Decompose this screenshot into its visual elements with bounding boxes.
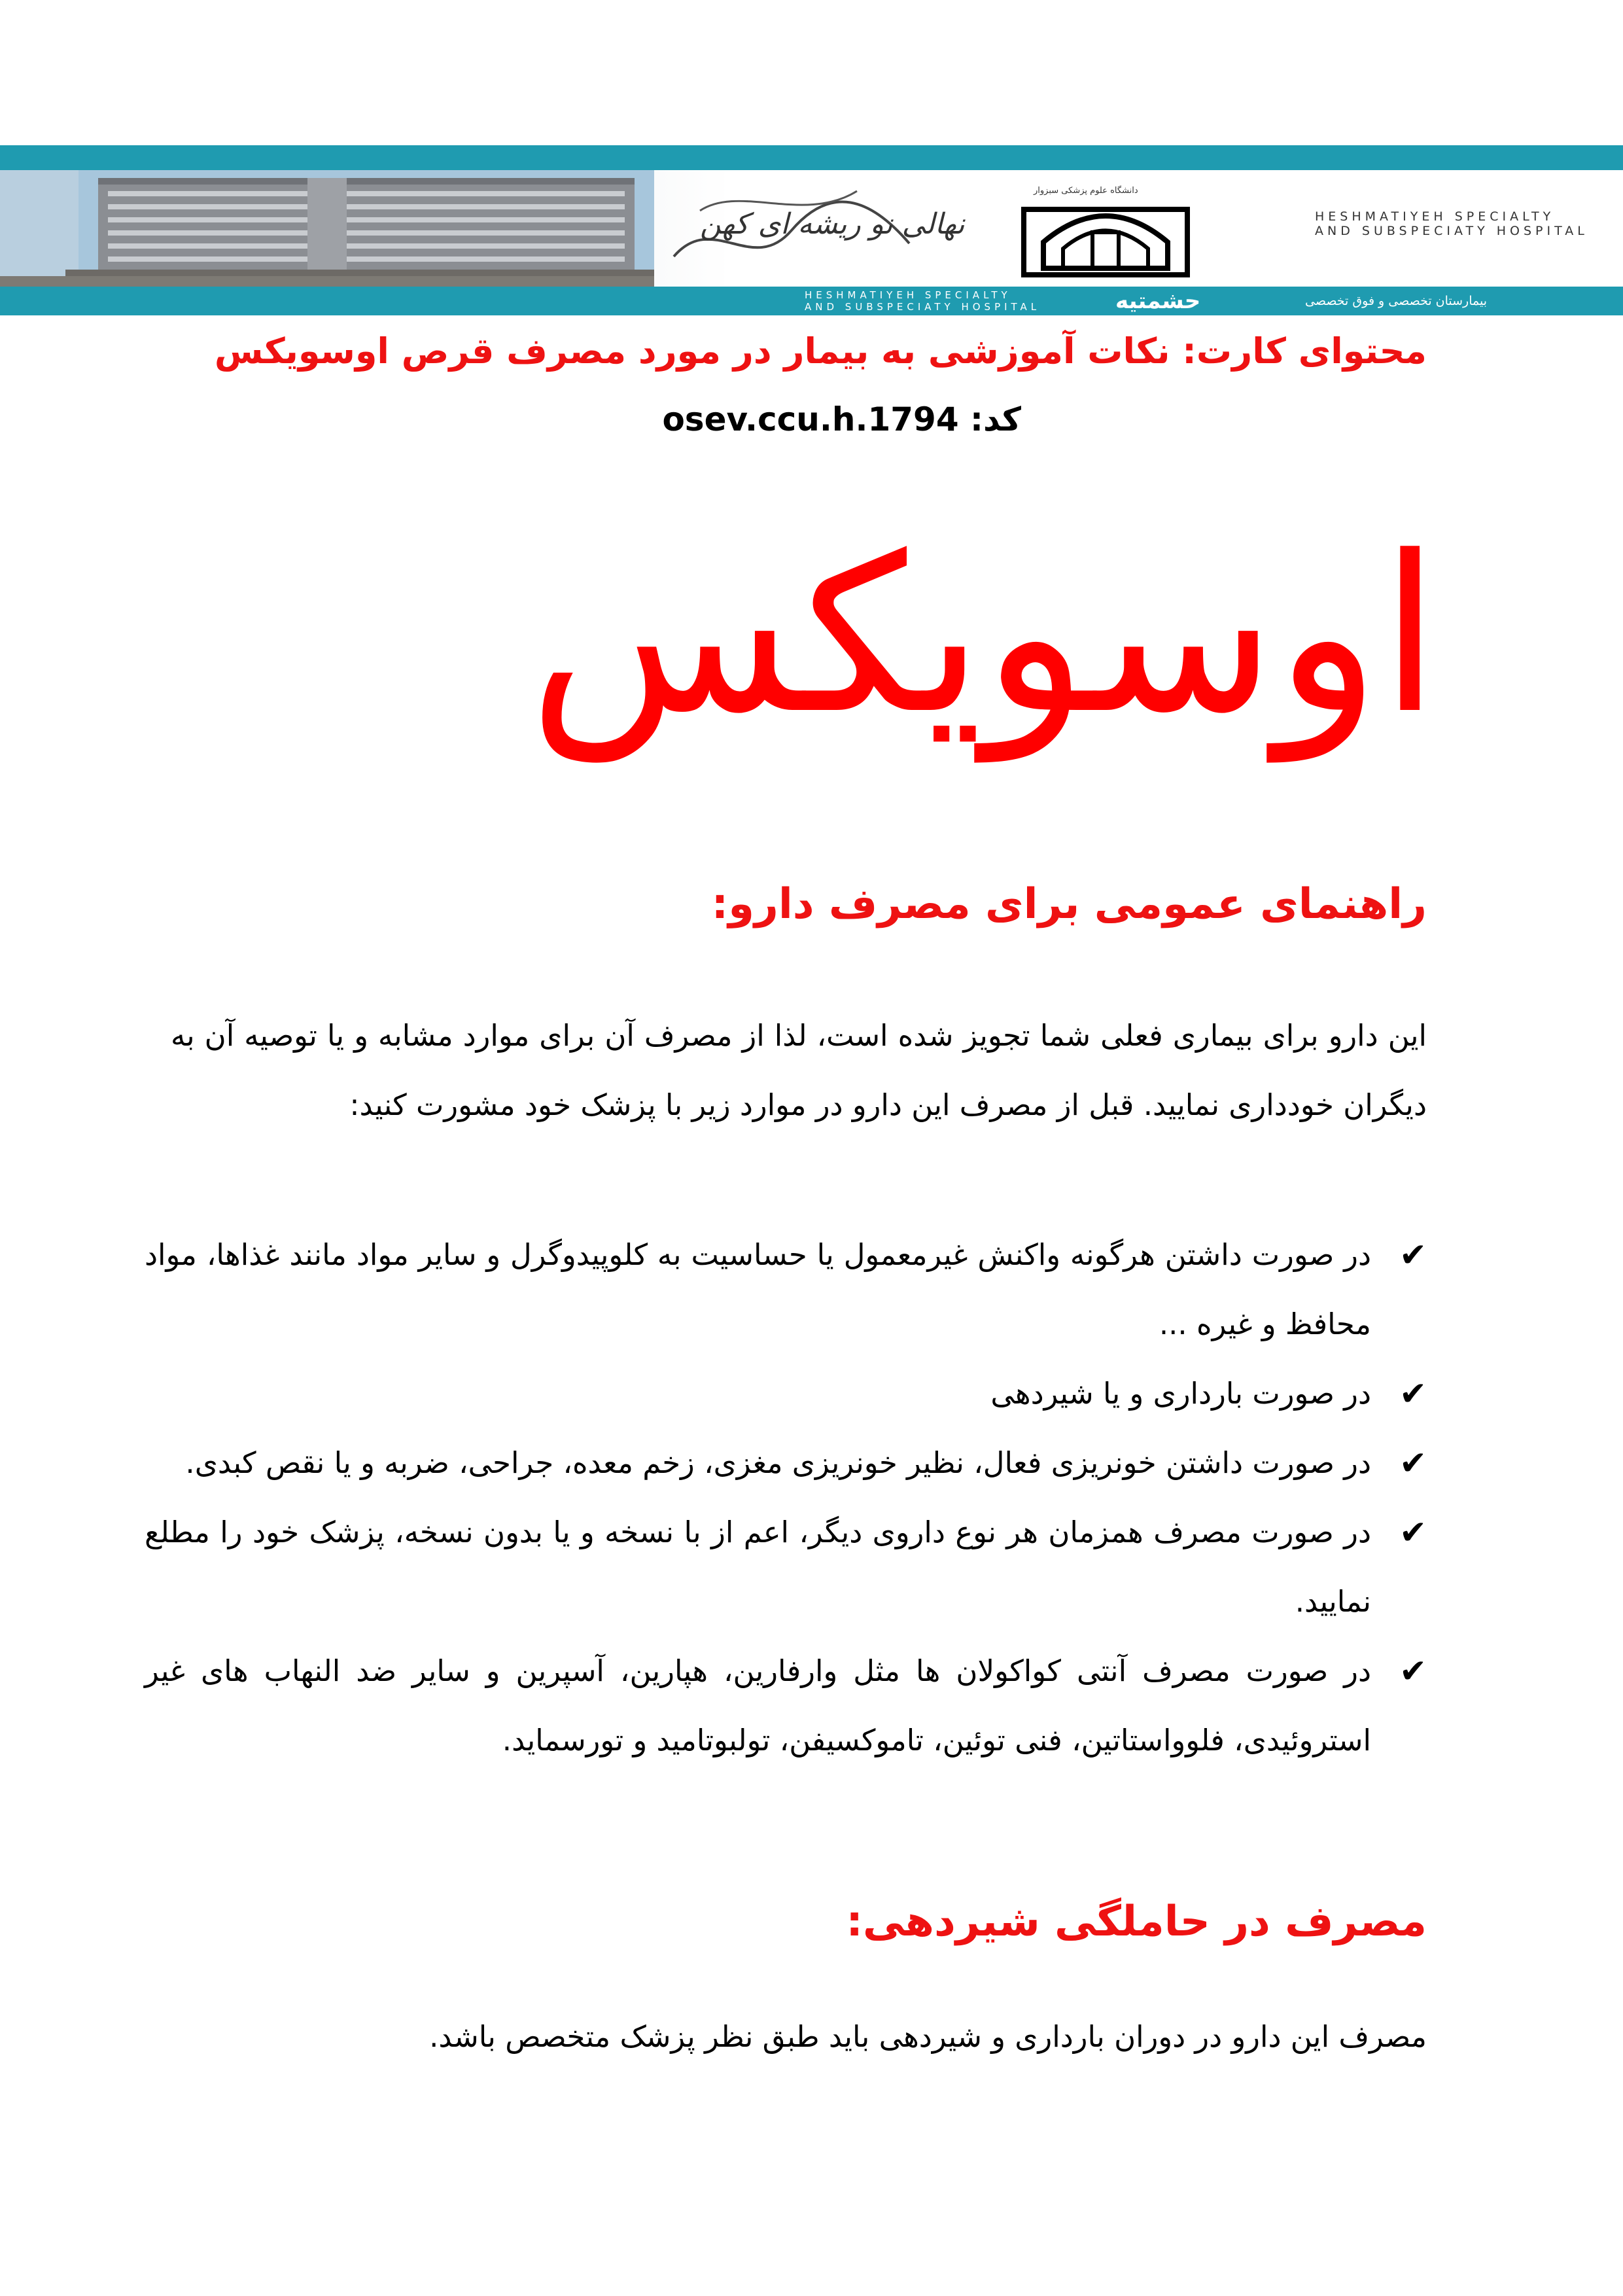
guide-intro: این دارو برای بیماری فعلی شما تجویز شده است، لذا از مصرف آن برای موارد مشابه و یا توصیه آن به دیگران خودداری نمایید. قبل از مصرف این دارو در موارد زیر با پزشک خود مشورت کنید:	[171, 1018, 1427, 1122]
checkmark-icon: ✔	[1399, 1444, 1427, 1482]
checkmark-icon: ✔	[1399, 1513, 1427, 1551]
card-title: محتوای کارت: نکات آموزشی به بیمار در مورد مصرف قرص اوسویکس	[214, 330, 1427, 372]
list-item	[145, 1428, 1427, 1498]
hospital-name-en-line2: AND SUBSPECIATY HOSPITAL	[1315, 224, 1588, 238]
list-item-text: در صورت بارداری و یا شیردهی	[990, 1376, 1371, 1411]
pregnancy-heading: مصرف در حاملگی شیردهی:	[846, 1898, 1427, 1946]
card-code-value: osev.ccu.h.1794	[662, 400, 959, 438]
slogan-text: نهالی نو ریشه ای کهن	[700, 207, 965, 241]
guide-heading: راهنمای عمومی برای مصرف دارو:	[711, 880, 1427, 928]
hospital-subtitle-fa: بیمارستان تخصصی و فوق تخصصی	[1305, 294, 1488, 308]
checkmark-icon: ✔	[1399, 1375, 1427, 1413]
list-item	[145, 1498, 1427, 1636]
pregnancy-text: مصرف این دارو در دوران بارداری و شیردهی باید طبق نظر پزشک متخصص باشد.	[429, 2019, 1427, 2054]
university-logo-icon	[1017, 196, 1194, 281]
list-item	[145, 1636, 1427, 1775]
list-item-text: در صورت داشتن هرگونه واکنش غیرمعمول یا حساسیت به کلوپیدوگرل و سایر مواد مانند غذاها، مواد محافظ و غیره ...	[145, 1237, 1371, 1341]
conditions-list	[145, 1220, 1427, 1775]
list-item-text: در صورت داشتن خونریزی فعال، نظیر خونریزی مغزی، زخم معده، جراحی، ضربه و یا نقص کبدی.	[185, 1445, 1371, 1480]
card-code	[662, 400, 1021, 438]
hospital-name-fa: حشمتیه	[1115, 288, 1201, 314]
checkmark-icon: ✔	[1399, 1652, 1427, 1690]
slogan-calligraphy	[661, 171, 965, 283]
list-item-text: در صورت مصرف همزمان هر نوع داروی دیگر، اعم از با نسخه و یا بدون نسخه، پزشک خود را مطلع نمایید.	[145, 1515, 1371, 1619]
hospital-name-en-line1: HESHMATIYEH SPECIALTY	[1315, 209, 1555, 224]
strip-hospital-name-en-line1: HESHMATIYEH SPECIALTY	[805, 289, 1011, 301]
strip-hospital-name-en-line2: AND SUBSPECIATY HOSPITAL	[805, 301, 1041, 313]
list-item	[145, 1359, 1427, 1428]
card-code-label: کد:	[970, 400, 1021, 438]
list-item-text: در صورت مصرف آنتی کواکولان ها مثل وارفارین، هپارین، آسپرین و سایر ضد النهاب های غیر استروئیدی، فلوواستاتین، فنی توئین، تاموکسیفن، تولبوتامید و تورسماید.	[145, 1653, 1371, 1757]
checkmark-icon: ✔	[1399, 1236, 1427, 1274]
drug-title: اوسویکس	[529, 510, 1440, 761]
hospital-banner	[0, 145, 1623, 315]
hospital-building-image	[0, 145, 654, 287]
university-name: دانشگاه علوم پزشکی سبزوار	[1034, 186, 1138, 196]
list-item	[145, 1220, 1427, 1359]
